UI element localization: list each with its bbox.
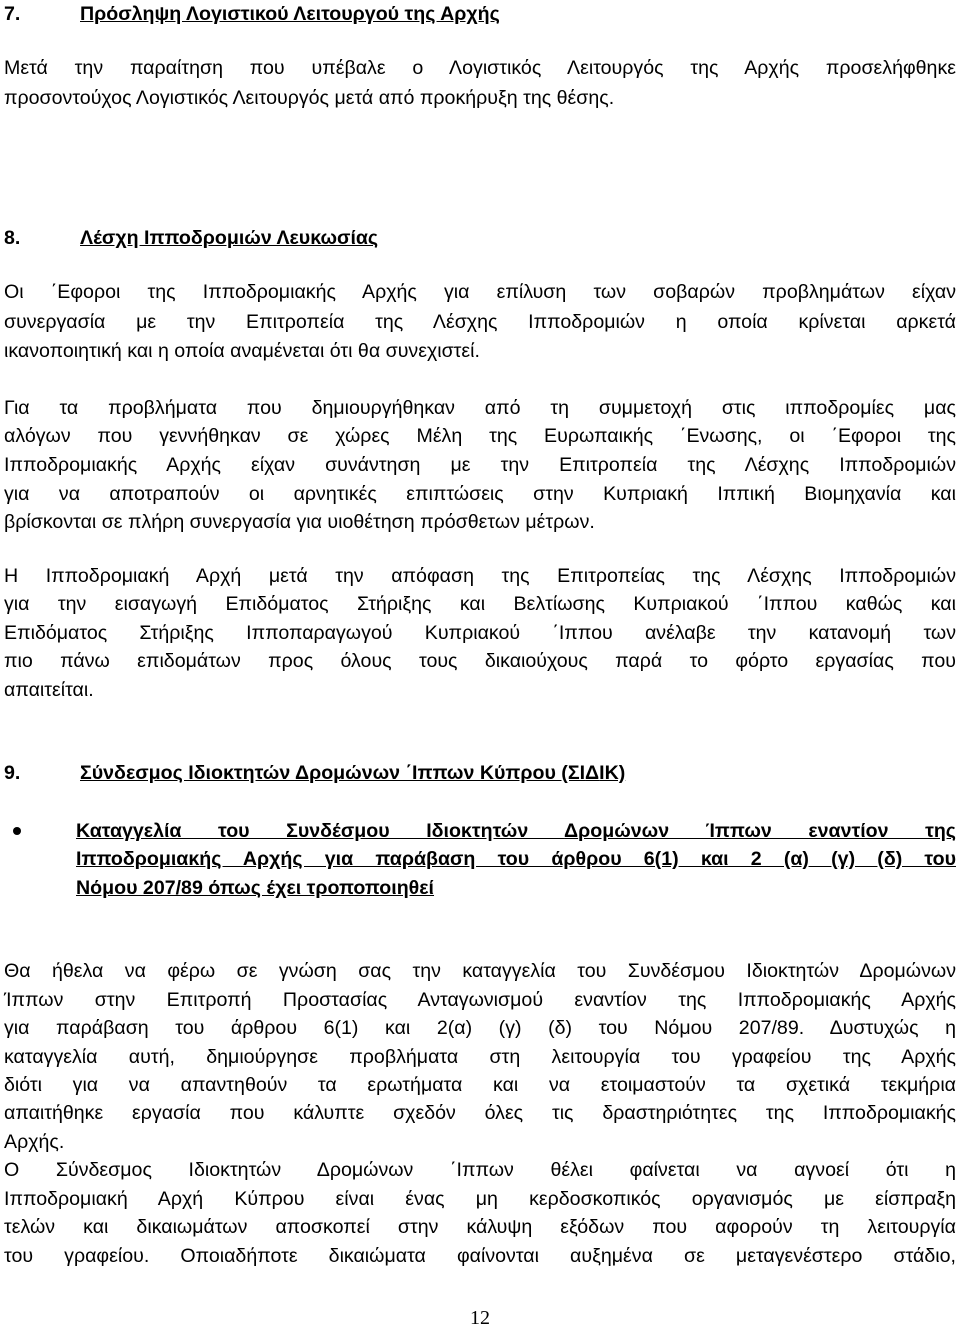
section-9-p1-line: διότι για να απαντηθούν τα ερωτήματα και να ετοιμαστούν τα σχετικά τεκμήρια [4, 1074, 956, 1096]
section-7-text-line: Μετά την παραίτηση που υπέβαλε ο Λογιστικός Λειτουργός της Αρχής προσελήφθηκε [4, 57, 956, 79]
section-8-p3-line: απαιτείται. [4, 679, 94, 701]
section-8-p1-line: Οι ΄Εφοροι της Ιπποδρομιακής Αρχής για επίλυση των σοβαρών προβλημάτων είχαν [4, 281, 956, 303]
section-7-text-line: προσοντούχος Λογιστικός Λειτουργός μετά από προκήρυξη της θέσης. [4, 87, 615, 109]
bullet-text-line: Ιπποδρομιακής Αρχής για παράβαση του άρθρου 6(1) και 2 (α) (γ) (δ) του [76, 848, 956, 870]
section-8-p2-line: για να αποτραπούν οι αρνητικές επιπτώσεις στην Κυπριακή Ιππική Βιομηχανία και [4, 483, 956, 505]
section-9-title: Σύνδεσμος Ιδιοκτητών Δρομώνων ΄Ιππων Κύπρου (ΣΙΔΙΚ) [80, 762, 626, 784]
section-9-p2-line: Ο Σύνδεσμος Ιδιοκτητών Δρομώνων ΄Ιππων θέλει φαίνεται να αγνοεί ότι η [4, 1159, 956, 1181]
section-8-p1-line: συνεργασία με την Επιτροπεία της Λέσχης Ιπποδρομιών η οποία κρίνεται αρκετά [4, 311, 956, 333]
section-8-p2-line: Για τα προβλήματα που δημιουργήθηκαν από τη συμμετοχή στις ιπποδρομίες μας [4, 397, 956, 419]
section-9-p1-line: καταγγελία αυτή, δημιούργησε προβλήματα στη λειτουργία του γραφείου της Αρχής [4, 1046, 956, 1068]
section-9-p1-line: για παράβαση του άρθρου 6(1) και 2(α) (γ) (δ) του Νόμου 207/89. Δυστυχώς η [4, 1017, 956, 1039]
section-8-title: Λέσχη Ιπποδρομιών Λευκωσίας [80, 227, 379, 249]
bullet-text-line: Νόμου 207/89 όπως έχει τροποποιηθεί [76, 877, 435, 899]
section-9-p2-line: Ιπποδρομιακή Αρχή Κύπρου είναι ένας μη κερδοσκοπικός οργανισμός με είσπραξη [4, 1188, 956, 1210]
section-9-p2-line: του γραφείου. Οποιαδήποτε δικαιώματα φαίνονται αυξημένα σε μεταγενέστερο στάδιο, [4, 1245, 956, 1267]
section-8-p3-line: Η Ιπποδρομιακή Αρχή μετά την απόφαση της Επιτροπείας της Λέσχης Ιπποδρομιών [4, 565, 956, 587]
page-number: 12 [470, 1307, 490, 1329]
section-9-p1-line: Θα ήθελα να φέρω σε γνώση σας την καταγγελία του Συνδέσμου Ιδιοκτητών Δρομώνων [4, 960, 956, 982]
section-8-p3-line: για την εισαγωγή Επιδόματος Στήριξης και Βελτίωσης Κυπριακού ΄Ιππου καθώς και [4, 593, 956, 615]
bullet-icon [13, 827, 21, 835]
section-8-p3-line: Επιδόματος Στήριξης Ιπποπαραγωγού Κυπριακού ΄Ιππου ανέλαβε την κατανομή των [4, 622, 956, 644]
section-8-p2-line: βρίσκονται σε πλήρη συνεργασία για υιοθέτηση πρόσθετων μέτρων. [4, 511, 595, 533]
section-8-p2-line: αλόγων που γεννήθηκαν σε χώρες Μέλη της Ευρωπαικής ΄Ενωσης, οι ΄Εφοροι της [4, 425, 956, 447]
section-9-number: 9. [4, 762, 21, 784]
bullet-text-line: Καταγγελία του Συνδέσμου Ιδιοκτητών Δρομώνων Ίππων εναντίον της [76, 820, 956, 842]
section-9-p2-line: τελών και δικαιωμάτων αποσκοπεί στην κάλυψη εξόδων που αφορούν τη λειτουργία [4, 1216, 956, 1238]
section-8-p3-line: πιο πάνω επιδομάτων προς όλους τους δικαιούχους παρά το φόρτο εργασίας που [4, 650, 956, 672]
section-8-number: 8. [4, 227, 21, 249]
section-9-p1-line: απαιτήθηκε εργασία που κάλυπτε σχεδόν όλες τις δραστηριότητες της Ιπποδρομιακής [4, 1102, 956, 1124]
section-7-number: 7. [4, 3, 21, 25]
section-9-p1-line: Ίππων στην Επιτροπή Προστασίας Ανταγωνισμού εναντίον της Ιπποδρομιακής Αρχής [4, 989, 956, 1011]
section-8-p2-line: Ιπποδρομιακής Αρχής είχαν συνάντηση με την Επιτροπεία της Λέσχης Ιπποδρομιών [4, 454, 956, 476]
section-8-p1-line: ικανοποιητική και η οποία αναμένεται ότι θα συνεχιστεί. [4, 340, 480, 362]
section-9-p1-line: Αρχής. [4, 1131, 65, 1153]
section-7-title: Πρόσληψη Λογιστικού Λειτουργού της Αρχής [80, 3, 500, 25]
